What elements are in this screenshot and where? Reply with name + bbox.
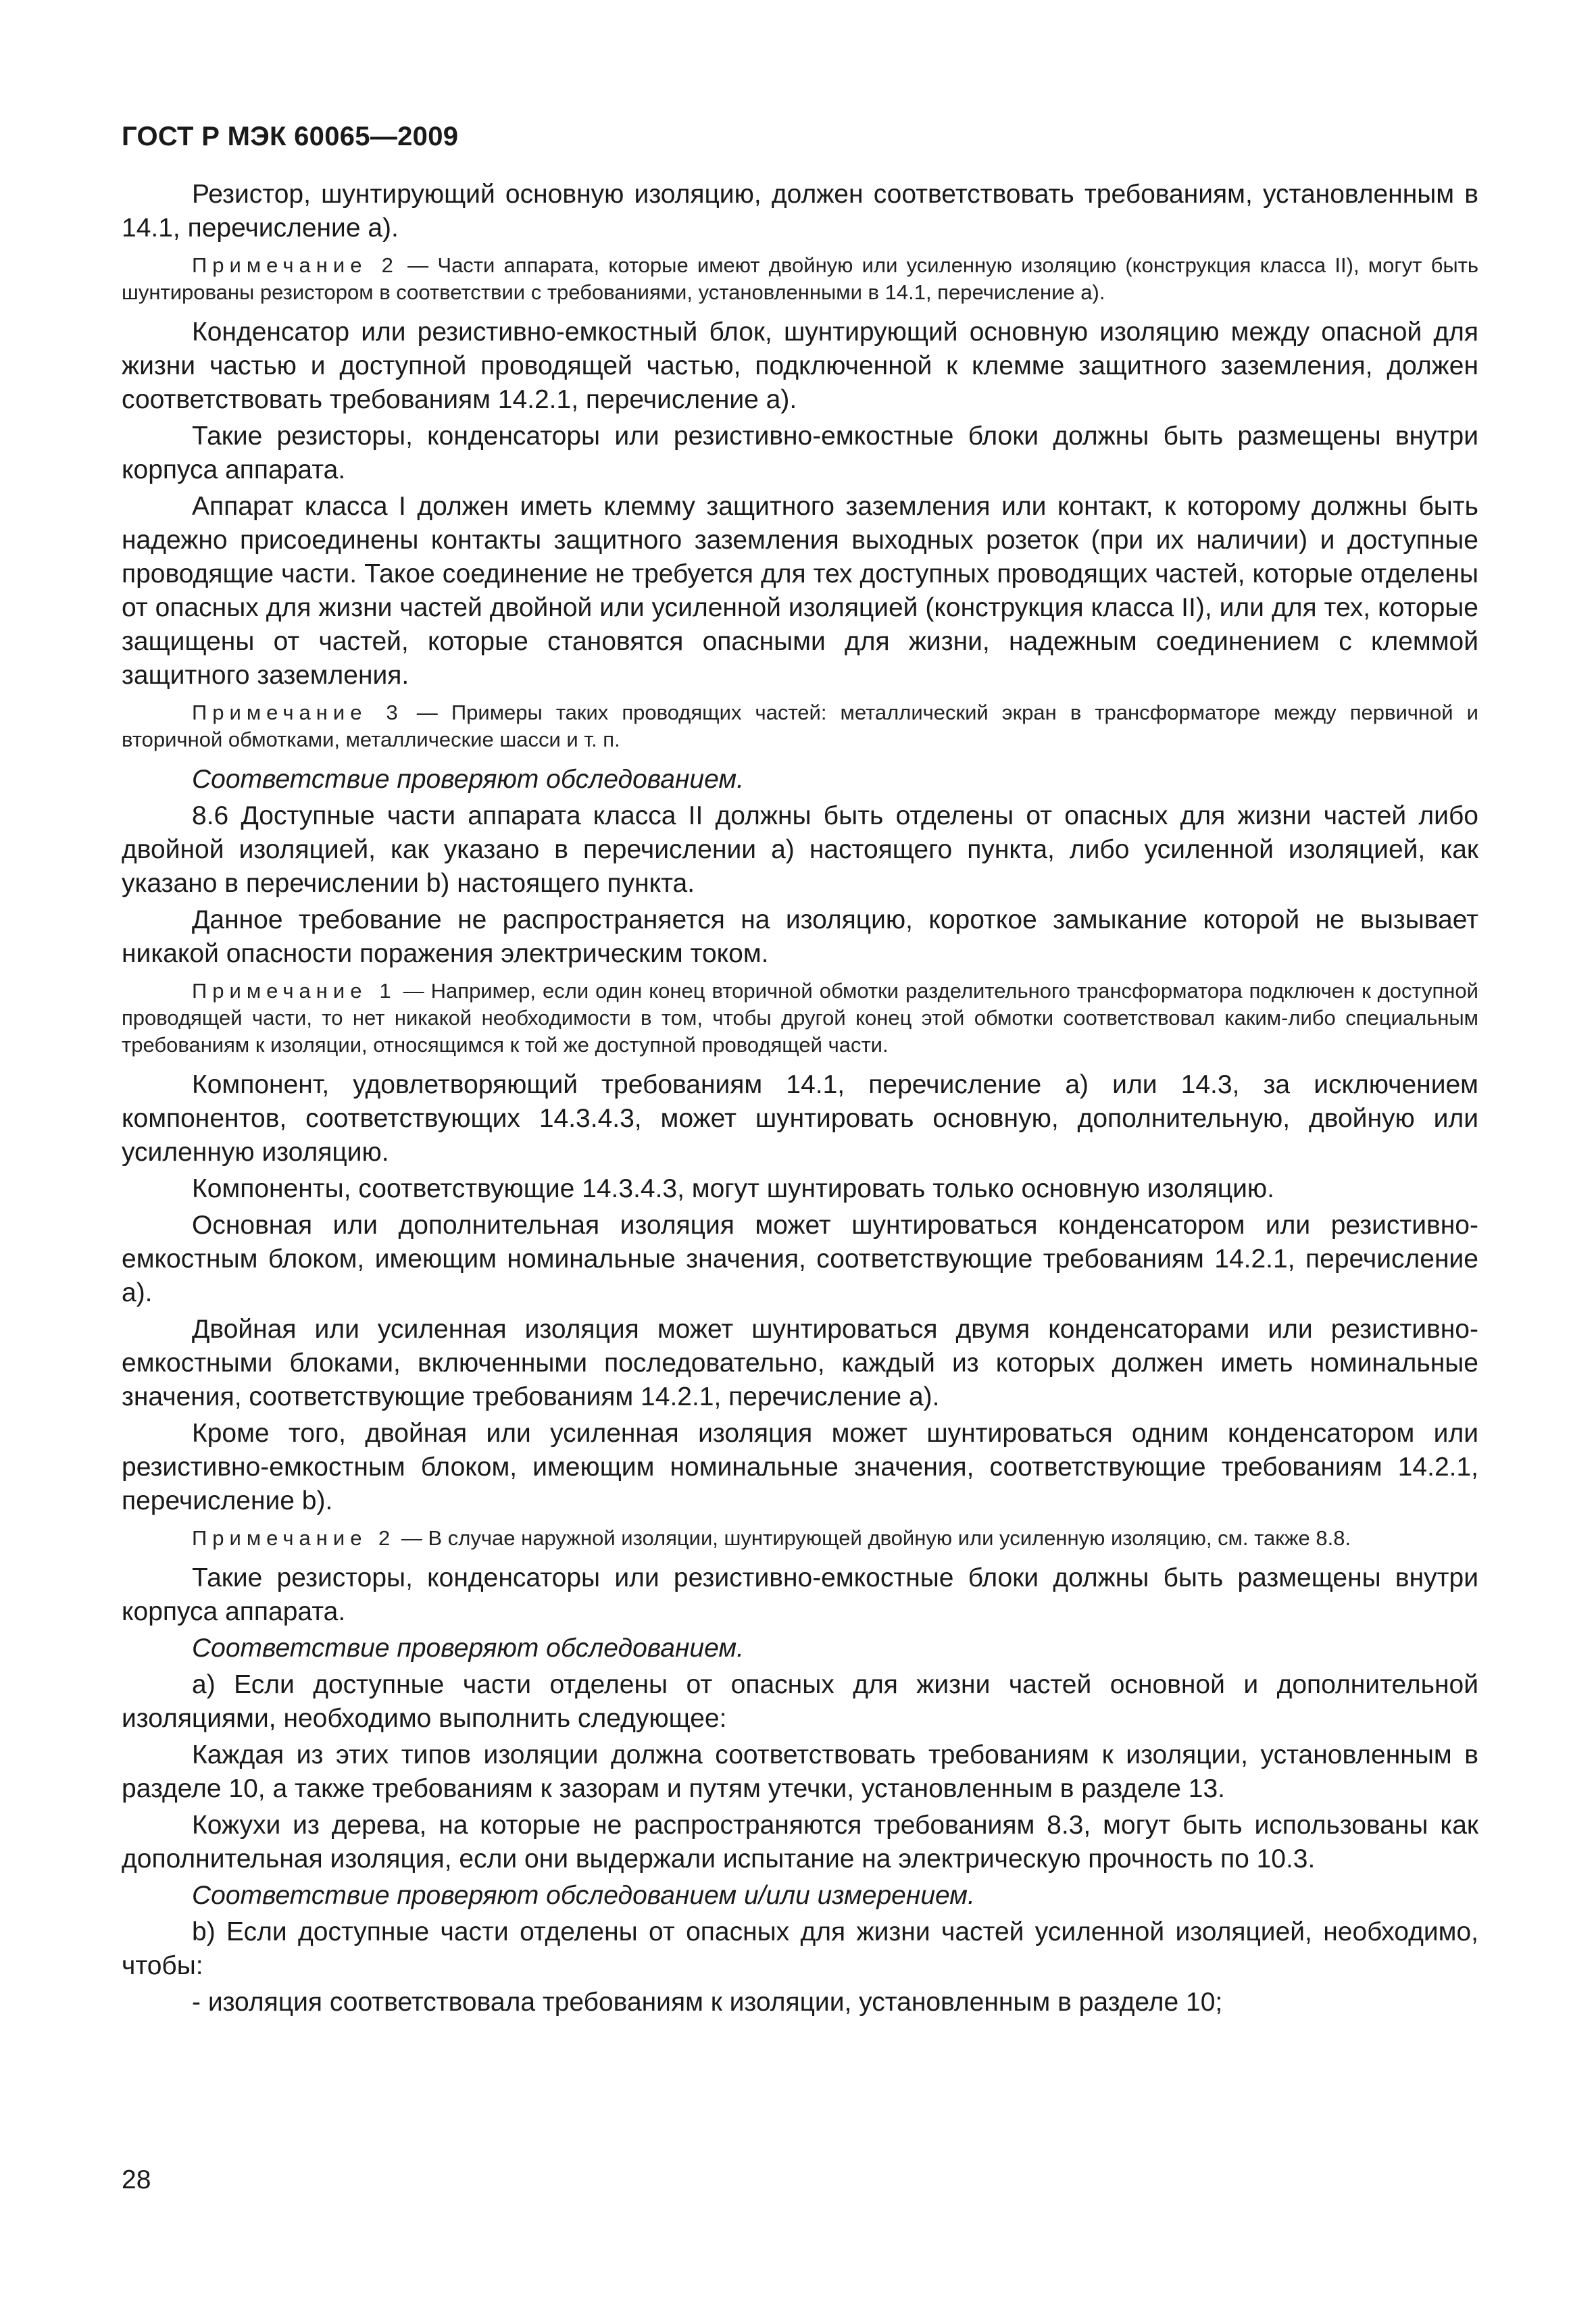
document-header: ГОСТ Р МЭК 60065—2009	[122, 122, 459, 151]
note-text: — В случае наружной изоляции, шунтирующей двойную или усиленную изоляцию, см. также 8.8.	[395, 1526, 1351, 1550]
note-label: Примечание 1	[192, 979, 397, 1003]
body-paragraph: b) Если доступные части отделены от опасных для жизни частей усиленной изоляцией, необходимо, чтобы:	[122, 1917, 1478, 1980]
body-paragraph: Двойная или усиленная изоляция может шунтироваться двумя конденсаторами или резистивно-емкостными блоками, включенными последовательно, каждый из которых должен иметь номинальные значения, соответствующие требованиям 14.2.1, перечисление a).	[122, 1315, 1478, 1411]
document-body	[122, 178, 1478, 2019]
body-paragraph: Каждая из этих типов изоляции должна соответствовать требованиям к изоляции, установленным в разделе 10, а также требованиям к зазорам и путям утечки, установленным в разделе 13.	[122, 1740, 1478, 1803]
body-paragraph: - изоляция соответствовала требованиям к изоляции, установленным в разделе 10;	[192, 1988, 1223, 2017]
document-page	[122, 122, 1478, 2022]
note-text: — Например, если один конец вторичной обмотки разделительного трансформатора подключен к доступной проводящей части, то нет никакой необходимости в том, чтобы другой конец этой обмотки соответствовал каким-либо специальным требованиям к изоляции, относящимся к той же доступной проводящей части.	[122, 979, 1478, 1057]
body-paragraph: Кроме того, двойная или усиленная изоляция может шунтироваться одним конденсатором или резистивно-емкостным блоком, имеющим номинальные значения, соответствующие требованиям 14.2.1, перечисление b).	[122, 1419, 1478, 1515]
note-paragraph	[122, 1525, 1478, 1552]
body-paragraph: a) Если доступные части отделены от опасных для жизни частей основной и дополнительной изоляциями, необходимо выполнить следующее:	[122, 1670, 1478, 1733]
note-text: — Части аппарата, которые имеют двойную или усиленную изоляцию (конструкция класса II), могут быть шунтированы резистором в соответствии с требованиями, установленными в 14.1, перечисление a).	[122, 253, 1478, 304]
note-text: — Примеры таких проводящих частей: металлический экран в трансформаторе между первичной и вторичной обмотками, металлические шасси и т. п.	[122, 701, 1478, 751]
body-paragraph: Такие резисторы, конденсаторы или резистивно-емкостные блоки должны быть размещены внутри корпуса аппарата.	[122, 1563, 1478, 1626]
body-paragraph: Конденсатор или резистивно-емкостный блок, шунтирующий основную изоляцию между опасной для жизни частью и доступной проводящей частью, подключенной к клемме защитного заземления, должен соответствовать требованиям 14.2.1, перечисление a).	[122, 318, 1478, 414]
compliance-statement: Соответствие проверяют обследованием.	[192, 765, 744, 794]
body-paragraph: Компонент, удовлетворяющий требованиям 14.1, перечисление a) или 14.3, за исключением компонентов, соответствующих 14.3.4.3, может шунтировать основную, дополнительную, двойную или усиленную изоляцию.	[122, 1070, 1478, 1167]
compliance-statement: Соответствие проверяют обследованием.	[192, 1634, 744, 1663]
body-paragraph: Данное требование не распространяется на изоляцию, короткое замыкание которой не вызывает никакой опасности поражения электрическим током.	[122, 905, 1478, 968]
note-paragraph	[122, 699, 1478, 753]
note-paragraph	[122, 978, 1478, 1059]
body-paragraph: Основная или дополнительная изоляция может шунтироваться конденсатором или резистивно-емкостным блоком, имеющим номинальные значения, соответствующие требованиям 14.2.1, перечисление a).	[122, 1211, 1478, 1307]
note-label: Примечание 2	[192, 253, 399, 277]
body-paragraph: Аппарат класса I должен иметь клемму защитного заземления или контакт, к которому должны быть надежно присоединены контакты защитного заземления выходных розеток (при их наличии) и доступные проводящие части. Такое соединение не требуется для тех доступных проводящих частей, которые отделены от опасных для жизни частей двойной или усиленной изоляцией (конструкция класса II), или для тех, которые защищены от частей, которые становятся опасными для жизни, надежным соединением с клеммой защитного заземления.	[122, 492, 1478, 690]
body-paragraph: Резистор, шунтирующий основную изоляцию, должен соответствовать требованиям, установленным в 14.1, перечисление a).	[122, 180, 1478, 243]
note-paragraph	[122, 252, 1478, 306]
note-label: Примечание 2	[192, 1526, 396, 1550]
body-paragraph: 8.6 Доступные части аппарата класса II должны быть отделены от опасных для жизни частей либо двойной изоляцией, как указано в перечислении a) настоящего пункта, либо усиленной изоляцией, как указано в перечислении b) настоящего пункта.	[122, 801, 1478, 898]
page-number: 28	[122, 2165, 151, 2194]
body-paragraph: Такие резисторы, конденсаторы или резистивно-емкостные блоки должны быть размещены внутри корпуса аппарата.	[122, 422, 1478, 484]
body-paragraph: Компоненты, соответствующие 14.3.4.3, могут шунтировать только основную изоляцию.	[192, 1174, 1274, 1203]
compliance-statement: Соответствие проверяют обследованием и/или измерением.	[192, 1881, 975, 1910]
body-paragraph: Кожухи из дерева, на которые не распространяются требованиям 8.3, могут быть использованы как дополнительная изоляция, если они выдержали испытание на электрическую прочность по 10.3.	[122, 1811, 1478, 1873]
note-label: Примечание 3	[192, 701, 403, 724]
